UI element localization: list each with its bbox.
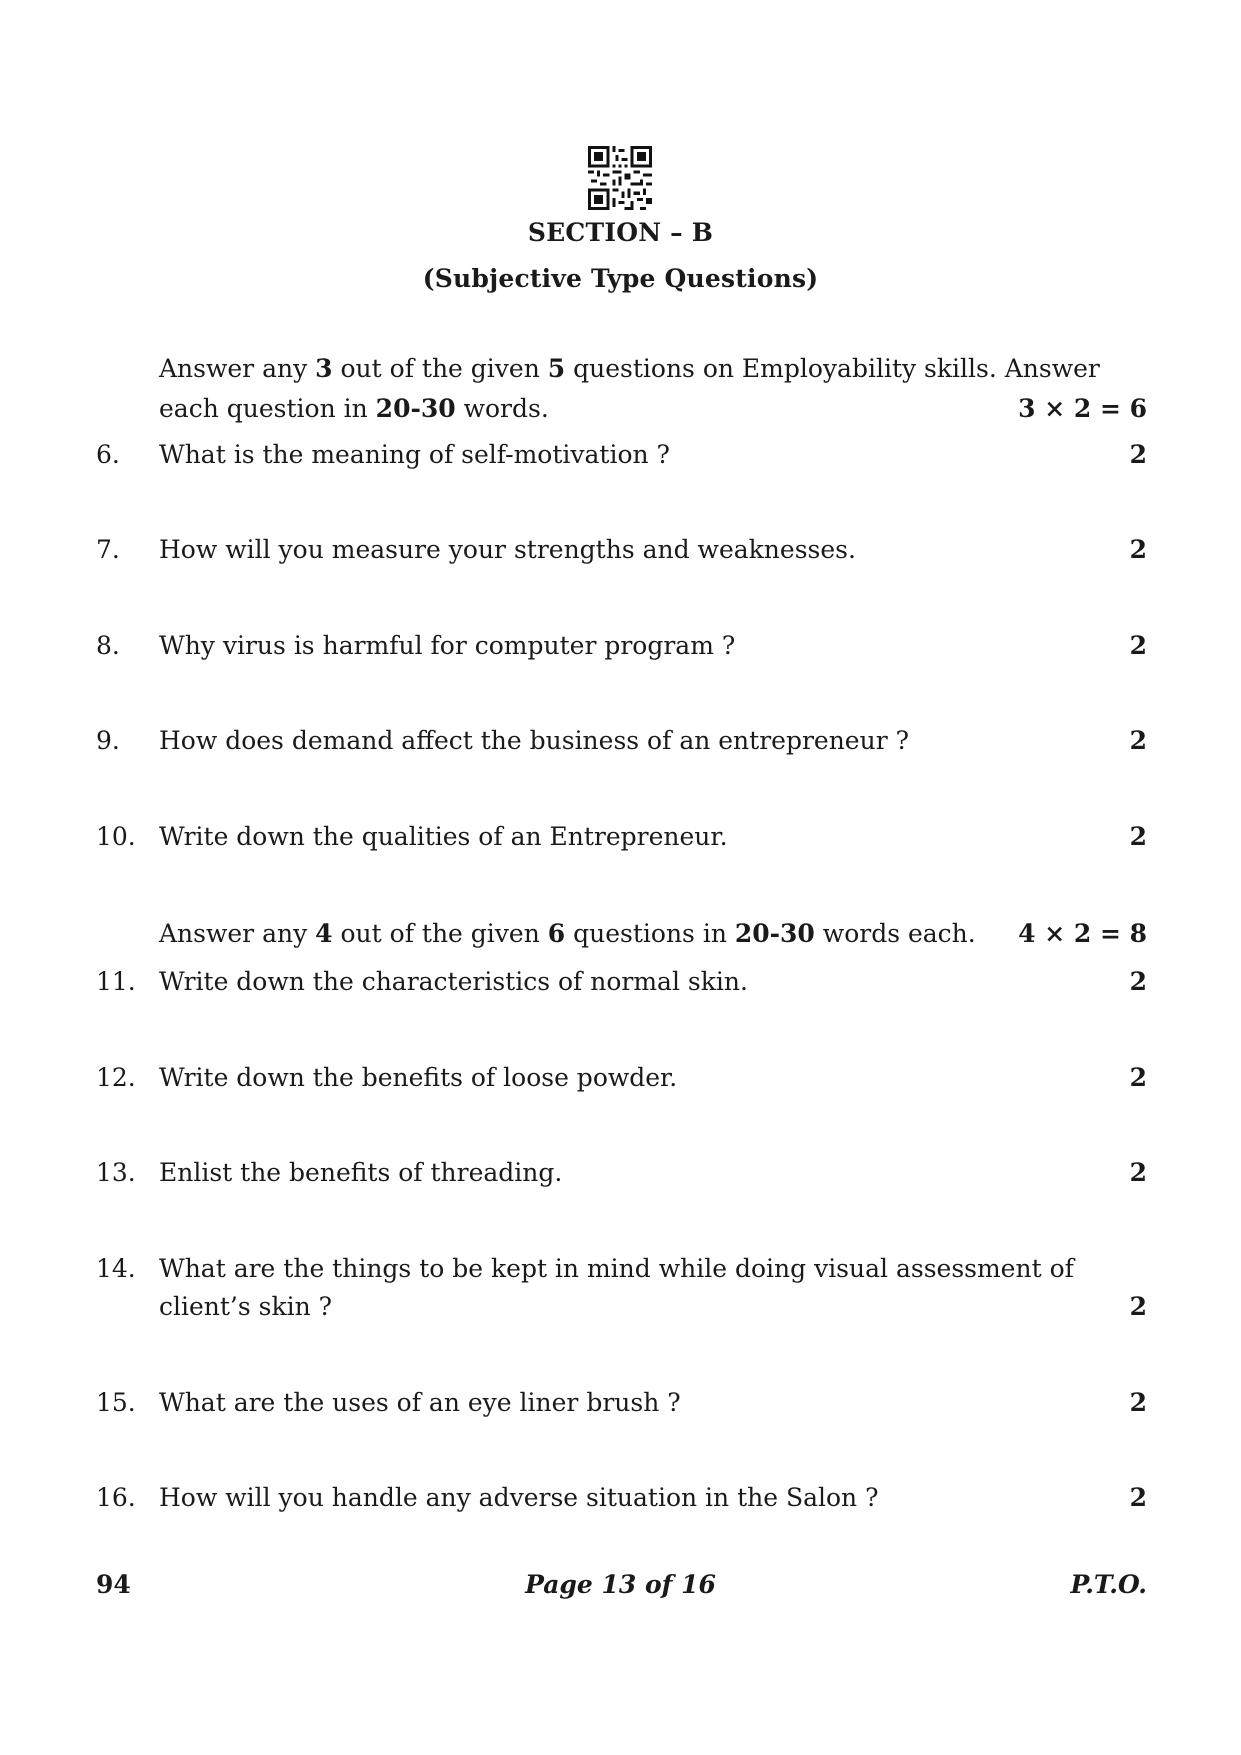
section-title: SECTION – B xyxy=(527,218,714,247)
question-text-line-2: client’s skin ? xyxy=(159,1292,333,1321)
question-number: 11. xyxy=(96,967,136,996)
question-text: Write down the characteristics of normal skin. xyxy=(159,967,748,996)
question-text xyxy=(159,1250,1099,1326)
instruction-1 xyxy=(159,349,1147,429)
question-number: 15. xyxy=(96,1388,136,1417)
instruction-2-marks: 4 × 2 = 8 xyxy=(1018,919,1147,948)
question-marks: 2 xyxy=(1129,726,1147,755)
question-marks: 2 xyxy=(1129,967,1147,996)
question-marks: 2 xyxy=(1129,1063,1147,1092)
instruction-1-line-2: each question in 20-30 words. 3 × 2 = 6 xyxy=(159,389,1147,429)
footer-pto: P.T.O. xyxy=(1070,1570,1147,1599)
question-text: Enlist the benefits of threading. xyxy=(159,1158,563,1187)
question-marks: 2 xyxy=(1129,631,1147,660)
footer-page-number: Page 13 of 16 xyxy=(525,1570,716,1599)
question-marks: 2 xyxy=(1129,1388,1147,1417)
instruction-2 xyxy=(159,914,1147,954)
instruction-1-marks: 3 × 2 = 6 xyxy=(1018,394,1147,423)
question-text: What is the meaning of self-motivation ? xyxy=(159,440,670,469)
question-text: Why virus is harmful for computer program ? xyxy=(159,631,736,660)
question-number: 14. xyxy=(96,1254,136,1283)
instruction-2-line: Answer any 4 out of the given 6 questions in 20-30 words each. 4 × 2 = 8 xyxy=(159,914,1147,954)
question-text: What are the uses of an eye liner brush ? xyxy=(159,1388,681,1417)
question-text: How will you handle any adverse situation in the Salon ? xyxy=(159,1483,879,1512)
question-number: 6. xyxy=(96,440,120,469)
section-subtitle: (Subjective Type Questions) xyxy=(422,264,819,293)
question-text: Write down the qualities of an Entrepreneur. xyxy=(159,822,728,851)
question-marks: 2 xyxy=(1129,822,1147,851)
question-marks: 2 xyxy=(1129,1483,1147,1512)
footer-code: 94 xyxy=(96,1570,131,1599)
question-number: 7. xyxy=(96,535,120,564)
question-text: How does demand affect the business of an entrepreneur ? xyxy=(159,726,909,755)
question-number: 8. xyxy=(96,631,120,660)
question-number: 13. xyxy=(96,1158,136,1187)
question-number: 9. xyxy=(96,726,120,755)
question-text: Write down the benefits of loose powder. xyxy=(159,1063,678,1092)
question-number: 16. xyxy=(96,1483,136,1512)
question-number: 10. xyxy=(96,822,136,851)
question-number: 12. xyxy=(96,1063,136,1092)
question-text: How will you measure your strengths and weaknesses. xyxy=(159,535,856,564)
instruction-1-line-1: Answer any 3 out of the given 5 questions on Employability skills. Answer xyxy=(159,354,1100,383)
question-text-line-1: What are the things to be kept in mind while doing visual assessment of xyxy=(159,1254,1074,1283)
question-marks: 2 xyxy=(1129,1158,1147,1187)
question-marks: 2 xyxy=(1129,535,1147,564)
question-14 xyxy=(96,1250,1147,1330)
question-marks: 2 xyxy=(1129,1292,1147,1321)
question-marks: 2 xyxy=(1129,440,1147,469)
qr-code xyxy=(588,146,652,210)
